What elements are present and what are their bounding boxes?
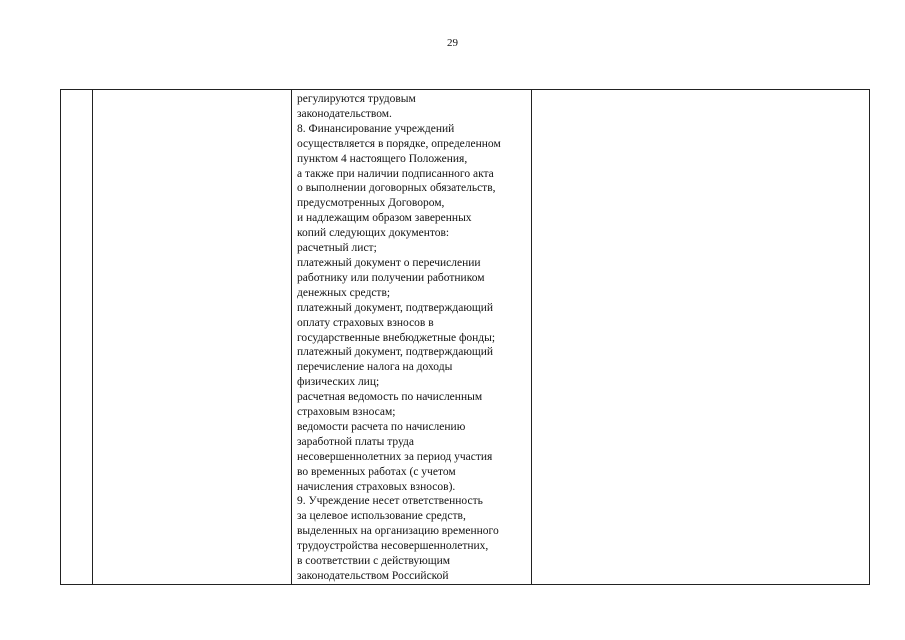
text-line: копий следующих документов: (297, 227, 450, 240)
text-line: страховым взносам; (297, 406, 396, 419)
text-line: 9. Учреждение несет ответственность (297, 495, 483, 508)
text-line: перечисление налога на доходы (297, 361, 453, 374)
table-cell-name (93, 90, 292, 585)
text-line: государственные внебюджетные фонды; (297, 331, 496, 344)
text-line: а также при наличии подписанного акта (297, 167, 494, 180)
text-line: оплату страховых взносов в (297, 316, 434, 329)
text-line: осуществляется в порядке, определенном (297, 137, 501, 150)
content-text (292, 90, 531, 584)
text-line: в соответствии с действующим (297, 555, 451, 568)
text-line: ведомости расчета по начислению (297, 420, 466, 433)
text-line: о выполнении договорных обязательств, (297, 182, 496, 195)
table-cell-number (61, 90, 93, 585)
text-line: расчетный лист; (297, 242, 377, 255)
text-line: законодательством. (297, 107, 392, 120)
text-line: платежный документ о перечислении (297, 256, 481, 269)
document-table (60, 89, 870, 585)
text-line: физических лиц; (297, 376, 380, 389)
text-line: работнику или получении работником (297, 271, 485, 284)
text-line: платежный документ, подтверждающий (297, 301, 494, 314)
text-line: заработной платы труда (297, 435, 414, 448)
page-number: 29 (447, 37, 458, 49)
text-line: выделенных на организацию временного (297, 525, 499, 538)
text-line: денежных средств; (297, 286, 391, 299)
text-line: 8. Финансирование учреждений (297, 122, 455, 135)
text-line: пунктом 4 настоящего Положения, (297, 152, 468, 165)
table-cell-notes (532, 90, 870, 585)
text-line: трудоустройства несовершеннолетних, (297, 540, 489, 553)
text-line: за целевое использование средств, (297, 510, 466, 523)
text-line: регулируются трудовым (297, 93, 416, 105)
text-line: начисления страховых взносов). (297, 480, 456, 493)
text-line: во временных работах (с учетом (297, 465, 456, 478)
text-line: предусмотренных Договором, (297, 197, 445, 210)
text-line: законодательством Российской (297, 570, 449, 582)
text-line: платежный документ, подтверждающий (297, 346, 494, 359)
text-line: несовершеннолетних за период участия (297, 450, 493, 463)
text-line: расчетная ведомость по начисленным (297, 391, 483, 404)
table-cell-content (292, 90, 532, 585)
text-line: и надлежащим образом заверенных (297, 212, 472, 225)
table-row (61, 90, 870, 585)
